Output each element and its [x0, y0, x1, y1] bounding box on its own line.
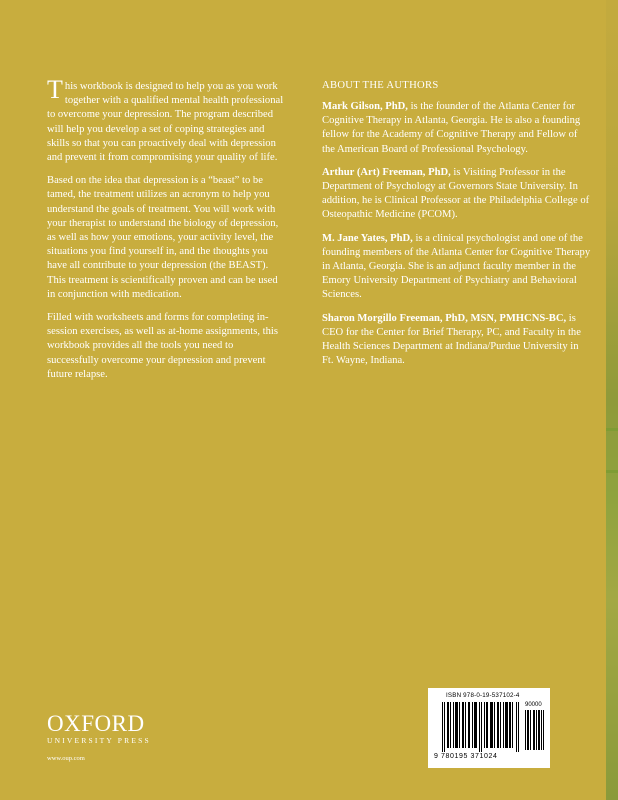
author-bio-text: is Visiting Professor in the Department of Psychology at Governors State University. In addition, he is Clinical Professor at the Philadelphia College of Osteopathic Medicine (PCOM). — [322, 166, 590, 221]
author-name: Arthur (Art) Freeman, PhD, — [322, 166, 451, 178]
price-code: 90000 — [525, 702, 542, 708]
description-column — [47, 75, 287, 391]
addon-barcode-bars — [525, 710, 545, 750]
author-name: Mark Gilson, PhD, — [322, 101, 408, 112]
author-bio — [322, 312, 592, 369]
description-paragraph-2: Based on the idea that depression is a “beast” to be tamed, the treatment utilizes an acronym to help you understand the goals of treatment. You will work with your therapist to understand the biology of depression, as well as how your emotions, your activity level, the situations you find yourself in, and the thoughts you have all contribute to your depression (the BEAST). This treatment is scientifically proven and can be used in conjunction with medication. — [47, 175, 279, 300]
publisher-url: www.oup.com — [47, 755, 85, 762]
drop-cap: T — [47, 75, 63, 104]
author-bio — [322, 232, 592, 303]
barcode-box — [428, 688, 550, 768]
author-bio-text: is the founder of the Atlanta Center for Cognitive Therapy in Atlanta, Georgia. He is also a founding fellow for the Academy of Cognitive Therapy and Fellow of the American Board of Professional Psychology. — [322, 101, 581, 155]
barcode-digits: 9 780195 371024 — [434, 753, 498, 760]
spine-mark — [606, 470, 618, 473]
author-bio-text: is CEO for the Center for Brief Therapy, PC, and Faculty in the Health Sciences Department at Indiana/Purdue University in Ft. Wayne, Indiana. — [322, 312, 581, 367]
authors-heading: ABOUT THE AUTHORS — [322, 80, 439, 91]
spine-edge — [606, 0, 618, 800]
publisher-logo-sub: UNIVERSITY PRESS — [47, 736, 151, 745]
publisher-logo — [47, 712, 167, 745]
publisher-logo-main: OXFORD — [47, 711, 145, 736]
isbn-text: ISBN 978-0-19-537102-4 — [446, 692, 520, 699]
spine-mark — [606, 428, 618, 431]
author-bio — [322, 166, 592, 223]
description-paragraph-1 — [47, 75, 287, 165]
authors-column — [322, 80, 592, 377]
author-bio-text: is a clinical psychologist and one of the founding members of the Atlanta Center for Cognitive Therapy in Atlanta, Georgia. She is an adjunct faculty member in the Emory University Department of Psychiatry and Behavioral Sciences. — [322, 232, 591, 301]
author-name: Sharon Morgillo Freeman, PhD, MSN, PMHCNS-BC, — [322, 312, 567, 324]
description-paragraph-3: Filled with worksheets and forms for completing in-session exercises, as well as at-home assignments, this workbook provides all the tools you need to successfully overcome your depression and prevent future relapse. — [47, 312, 278, 380]
barcode-bars — [442, 702, 520, 752]
paragraph-1-text: his workbook is designed to help you as you work together with a qualified mental health professional to overcome your depression. The program described will help you develop a set of coping strategies and skills so that you can proactively deal with depression and prevent it from compromising your quality of life. — [47, 81, 284, 164]
author-name: M. Jane Yates, PhD, — [322, 232, 413, 244]
author-bio — [322, 100, 592, 157]
